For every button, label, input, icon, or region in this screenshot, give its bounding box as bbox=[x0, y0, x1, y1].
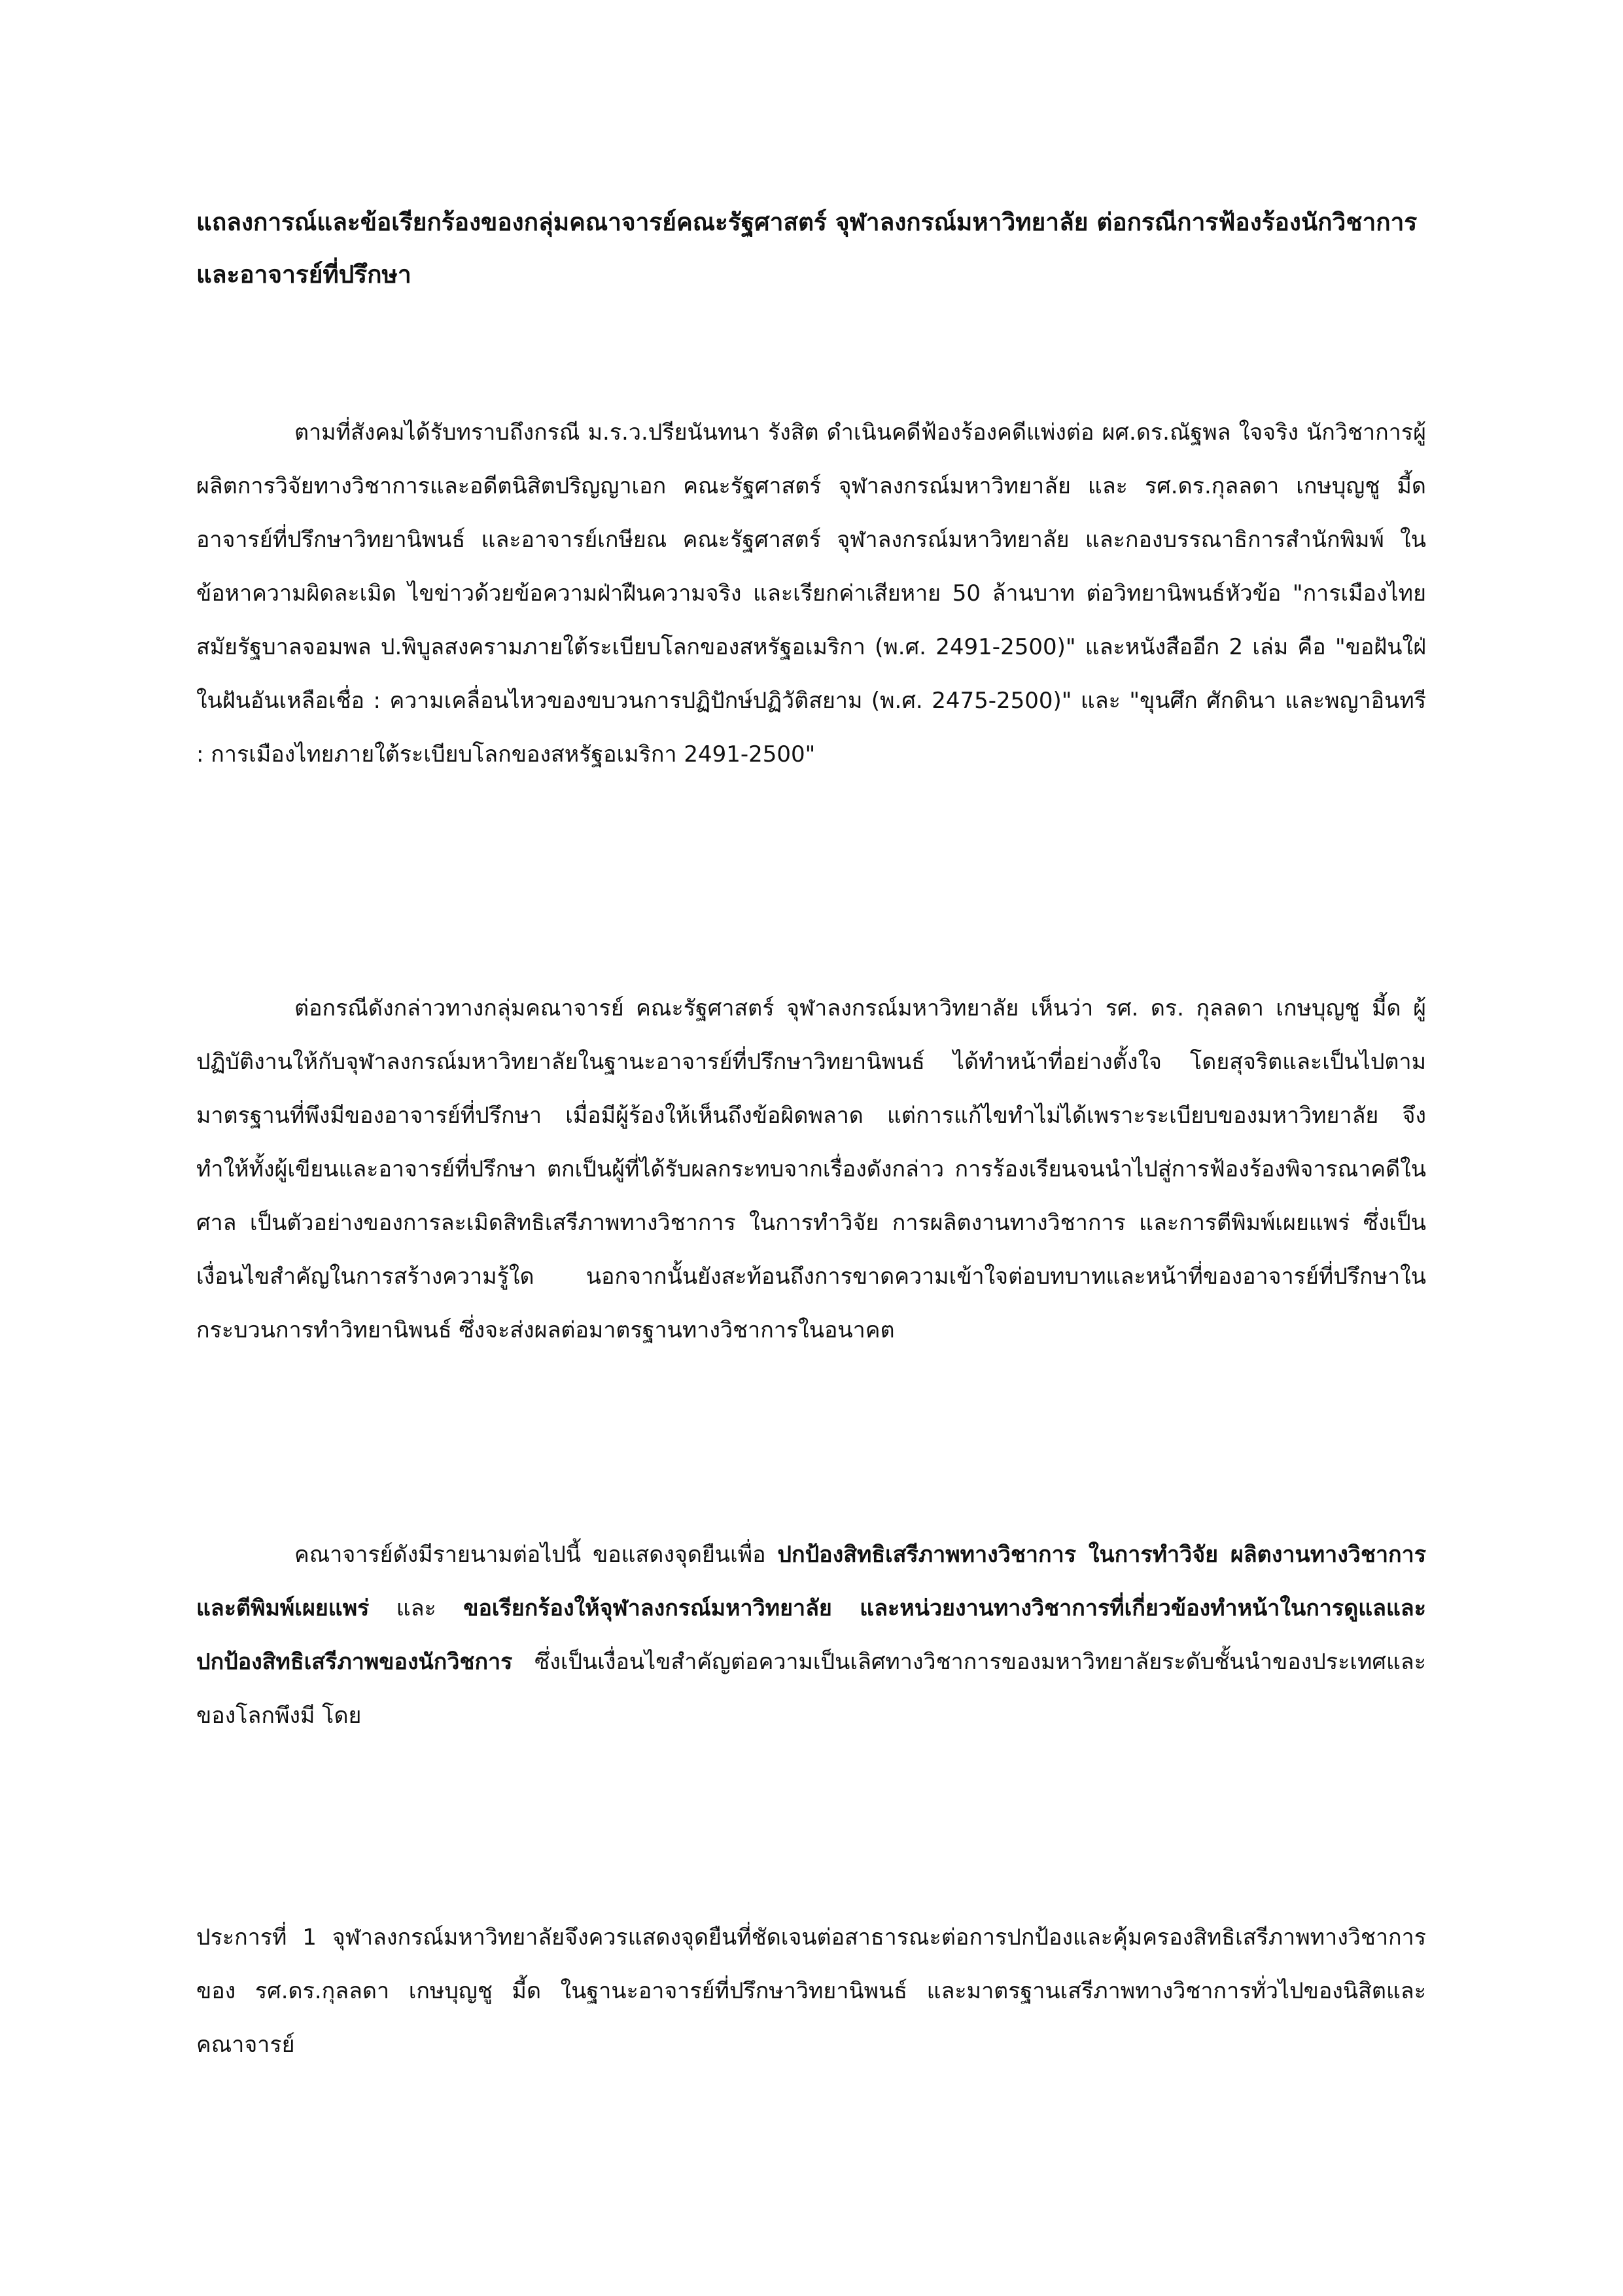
paragraph-faculty-view: ต่อกรณีดังกล่าวทางกลุ่มคณาจารย์ คณะรัฐศาสตร์ จุฬาลงกรณ์มหาวิทยาลัย เห็นว่า รศ. ดร. กุลลดา เกษบุญชู มี้ด ผู้ปฏิบัติงานให้กับจุฬาลงกรณ์มหาวิทยาลัยในฐานะอาจารย์ที่ปรึกษาวิทยานิพนธ์ ได้ทำหน้าที่อย่างตั้งใจ โดยสุจริตและเป็นไปตามมาตรฐานที่พึงมีของอาจารย์ที่ปรึกษา เมื่อมีผู้ร้องให้เห็นถึงข้อผิดพลาด แต่การแก้ไขทำไม่ได้เพราะระเบียบของมหาวิทยาลัย จึงทำให้ทั้งผู้เขียนและอาจารย์ที่ปรึกษา ตกเป็นผู้ที่ได้รับผลกระทบจากเรื่องดังกล่าว การร้องเรียนจนนำไปสู่การฟ้องร้องพิจารณาคดีในศาล เป็นตัวอย่างของการละเมิดสิทธิเสรีภาพทางวิชาการ ในการทำวิจัย การผลิตงานทางวิชาการ และการตีพิมพ์เผยแพร่ ซึ่งเป็นเงื่อนไขสำคัญในการสร้างความรู้ใด นอกจากนั้นยังสะท้อนถึงการขาดความเข้าใจต่อบทบาทและหน้าที่ของอาจารย์ที่ปรึกษาในกระบวนการทำวิทยานิพนธ์ ซึ่งจะส่งผลต่อมาตรฐานทางวิชาการในอนาคต bbox=[196, 995, 1426, 1343]
position-text-2: และ bbox=[369, 1595, 464, 1621]
position-text-3: ซึ่งเป็นเงื่อนไขสำคัญต่อความเป็นเลิศทางวิชาการของมหาวิทยาลัยระดับชั้นนำของประเทศและของโลกพึงมี โดย bbox=[196, 1649, 1426, 1729]
position-bold-2: ขอเรียกร้องให้จุฬาลงกรณ์มหาวิทยาลัย และหน่วยงานทางวิชาการที่เกี่ยวข้องทำหน้าในการดูแลและปกป้องสิทธิเสรีภาพของนักวิชการ bbox=[196, 1595, 1426, 1675]
paragraph-case-background: ตามที่สังคมได้รับทราบถึงกรณี ม.ร.ว.ปรียนันทนา รังสิต ดำเนินคดีฟ้องร้องคดีแพ่งต่อ ผศ.ดร.ณัฐพล ใจจริง นักวิชาการผู้ผลิตการวิจัยทางวิชาการและอดีตนิสิตปริญญาเอก คณะรัฐศาสตร์ จุฬาลงกรณ์มหาวิทยาลัย และ รศ.ดร.กุลลดา เกษบุญชู มี้ด อาจารย์ที่ปรึกษาวิทยานิพนธ์ และอาจารย์เกษียณ คณะรัฐศาสตร์ จุฬาลงกรณ์มหาวิทยาลัย และกองบรรณาธิการสำนักพิมพ์ ในข้อหาความผิดละเมิด ไขข่าวด้วยข้อความฝ่าฝืนความจริง และเรียกค่าเสียหาย 50 ล้านบาท ต่อวิทยานิพนธ์หัวข้อ "การเมืองไทยสมัยรัฐบาลจอมพล ป.พิบูลสงครามภายใต้ระเบียบโลกของสหรัฐอเมริกา (พ.ศ. 2491-2500)" และหนังสืออีก 2 เล่ม คือ "ขอฝันใฝ่ในฝันอันเหลือเชื่อ : ความเคลื่อนไหวของขบวนการปฏิปักษ์ปฏิวัติสยาม (พ.ศ. 2475-2500)" และ "ขุนศึก ศักดินา และพญาอินทรี : การเมืองไทยภายใต้ระเบียบโลกของสหรัฐอเมริกา 2491-2500" bbox=[196, 419, 1426, 768]
statement-title: แถลงการณ์และข้อเรียกร้องของกลุ่มคณาจารย์คณะรัฐศาสตร์ จุฬาลงกรณ์มหาวิทยาลัย ต่อกรณีการฟ้องร้องนักวิชาการและอาจารย์ที่ปรึกษา bbox=[196, 208, 1418, 289]
paragraph-position-statement bbox=[196, 1528, 1426, 1742]
paragraph-demand-1: ประการที่ 1 จุฬาลงกรณ์มหาวิทยาลัยจึงควรแสดงจุดยืนที่ชัดเจนต่อสาธารณะต่อการปกป้องและคุ้มครองสิทธิเสรีภาพทางวิชาการของ รศ.ดร.กุลลดา เกษบุญชู มี้ด ในฐานะอาจารย์ที่ปรึกษาวิทยานิพนธ์ และมาตรฐานเสรีภาพทางวิชาการทั่วไปของนิสิตและคณาจารย์ bbox=[196, 1924, 1426, 2058]
position-bold-1: ปกป้องสิทธิเสรีภาพทางวิชาการ ในการทำวิจัย ผลิตงานทางวิชาการ และตีพิมพ์เผยแพร่ bbox=[196, 1542, 1426, 1621]
position-text-1: คณาจารย์ดังมีรายนามต่อไปนี้ ขอแสดงจุดยืนเพื่อ bbox=[294, 1542, 778, 1568]
